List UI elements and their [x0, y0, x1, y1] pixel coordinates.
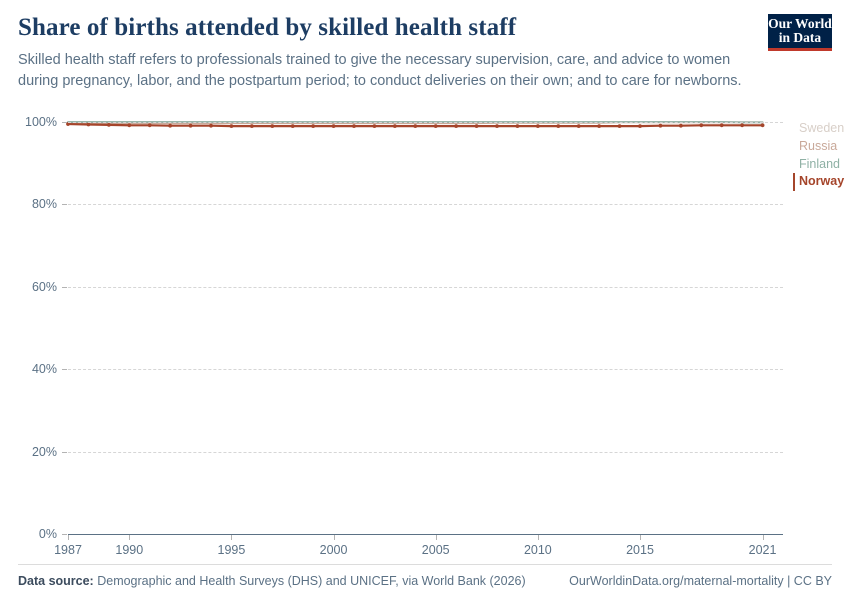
series-point	[434, 124, 438, 128]
x-tick-label: 1990	[115, 543, 144, 557]
series-point	[332, 124, 336, 128]
gridline	[68, 287, 783, 288]
owid-logo-line1: Our World	[768, 16, 832, 31]
y-tick-label: 20%	[31, 444, 57, 459]
series-point	[107, 123, 111, 127]
series-point	[577, 124, 581, 128]
series-point	[311, 124, 315, 128]
series-point	[475, 124, 479, 128]
x-tick-mark	[129, 535, 130, 540]
series-point	[556, 124, 560, 128]
x-tick-label: 2005	[421, 543, 450, 557]
series-point	[352, 124, 356, 128]
chart-legend	[793, 120, 850, 191]
x-tick-mark	[538, 535, 539, 540]
data-source-label: Data source:	[18, 574, 94, 588]
series-point	[516, 124, 520, 128]
series-point	[127, 123, 131, 127]
series-point	[230, 124, 234, 128]
gridline	[68, 122, 783, 123]
y-tick-label: 0%	[38, 527, 57, 541]
owid-logo-line2: in Data	[778, 30, 822, 46]
data-source	[18, 574, 526, 588]
x-tick-mark	[763, 535, 764, 540]
plot-region	[68, 122, 783, 534]
x-tick-label: 1995	[217, 543, 246, 557]
x-tick-label: 2015	[626, 543, 654, 557]
chart-subtitle: Skilled health staff refers to professionals trained to give the necessary supervision, care, and advice to women during pregnancy, labor, and the postpartum period; to conduct deliveries on their own; and to care for newborns.	[18, 52, 742, 89]
series-point	[740, 123, 744, 127]
x-tick-mark	[68, 535, 69, 540]
series-point	[454, 124, 458, 128]
x-axis-line	[68, 534, 783, 535]
x-tick-label: 2010	[523, 543, 552, 557]
x-tick-mark	[231, 535, 232, 540]
legend-item-norway[interactable]: Norway	[793, 173, 850, 191]
x-tick-label: 2021	[748, 543, 777, 557]
legend-item-russia[interactable]: Russia	[799, 138, 838, 153]
series-point	[536, 124, 540, 128]
y-tick-label: 80%	[31, 197, 57, 212]
series-point	[495, 124, 499, 128]
legend-item-finland[interactable]: Finland	[799, 156, 840, 171]
series-point	[87, 123, 91, 127]
legend-item-sweden[interactable]: Sweden	[799, 121, 845, 135]
y-tick-mark	[62, 452, 67, 453]
attribution: OurWorldinData.org/maternal-mortality | CC BY	[569, 574, 832, 588]
series-point	[761, 123, 765, 127]
series-point	[168, 124, 172, 128]
series-point	[393, 124, 397, 128]
y-tick-label: 60%	[31, 279, 57, 294]
series-point	[679, 124, 683, 128]
gridline	[68, 204, 783, 205]
y-tick-label: 40%	[31, 362, 57, 377]
series-point	[618, 124, 622, 128]
gridline	[68, 452, 783, 453]
series-point	[413, 124, 417, 128]
chart-header	[18, 14, 832, 91]
series-point	[189, 124, 193, 128]
series-point	[638, 124, 642, 128]
series-point	[270, 124, 274, 128]
series-point	[720, 123, 724, 127]
data-source-text: Demographic and Health Surveys (DHS) and UNICEF, via World Bank (2026)	[97, 574, 526, 588]
series-point	[148, 123, 152, 127]
x-tick-mark	[640, 535, 641, 540]
series-point	[373, 124, 377, 128]
x-tick-label: 1987	[54, 543, 82, 557]
series-point	[209, 124, 213, 128]
page-title: Share of births attended by skilled health staff	[18, 14, 517, 41]
series-point	[659, 124, 663, 128]
y-tick-mark	[62, 122, 67, 123]
y-tick-mark	[62, 287, 67, 288]
series-point	[597, 124, 601, 128]
x-tick-label: 2000	[319, 543, 348, 557]
x-tick-mark	[334, 535, 335, 540]
x-tick-mark	[436, 535, 437, 540]
series-point	[250, 124, 254, 128]
y-tick-mark	[62, 369, 67, 370]
y-tick-label: 100%	[25, 115, 57, 129]
series-point	[699, 123, 703, 127]
y-tick-mark	[62, 204, 67, 205]
chart-footer	[18, 564, 832, 588]
chart-area	[18, 112, 845, 557]
gridline	[68, 369, 783, 370]
series-point	[291, 124, 295, 128]
series-lines	[68, 122, 783, 534]
owid-logo[interactable]	[768, 14, 832, 51]
y-tick-mark	[62, 534, 67, 535]
